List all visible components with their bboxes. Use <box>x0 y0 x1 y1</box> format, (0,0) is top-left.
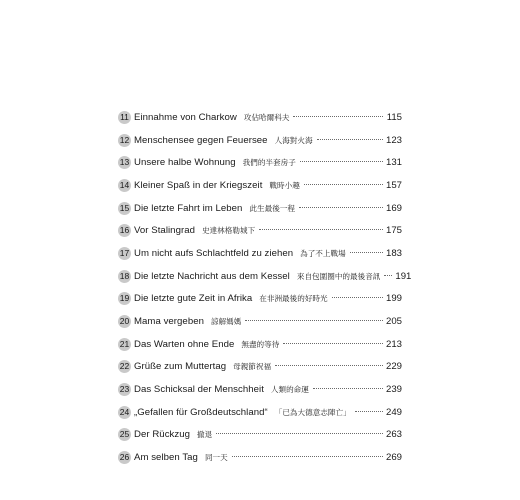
chapter-title-chinese: 人海對火海 <box>274 135 313 145</box>
page-number: 157 <box>385 179 402 191</box>
toc-entry[interactable] <box>118 288 402 311</box>
chapter-title-german: Die letzte Fahrt im Leben <box>134 202 243 214</box>
chapter-number-badge: 24 <box>119 406 130 417</box>
chapter-title-german: Kleiner Spaß in der Kriegszeit <box>134 179 263 191</box>
chapter-title-chinese: 戰時小趣 <box>269 180 300 190</box>
toc-entry[interactable] <box>118 129 402 152</box>
chapter-title-german: Das Warten ohne Ende <box>134 338 235 350</box>
chapter-title-chinese: 同一天 <box>204 453 228 463</box>
toc-entry[interactable] <box>118 356 402 379</box>
page-number: 199 <box>385 293 402 305</box>
chapter-title-german: Die letzte gute Zeit in Afrika <box>134 293 253 305</box>
chapter-number-badge: 26 <box>119 452 130 463</box>
dot-leader <box>245 320 383 321</box>
chapter-title-chinese: 無盡的等待 <box>241 339 280 349</box>
chapter-title-german: Vor Stalingrad <box>134 225 195 237</box>
toc-entry[interactable] <box>118 197 402 220</box>
chapter-number-badge: 16 <box>119 225 130 236</box>
dot-leader <box>317 139 383 140</box>
chapter-title-chinese: 撤退 <box>197 430 213 440</box>
toc-entry[interactable] <box>118 310 402 333</box>
chapter-number-badge: 11 <box>118 111 131 124</box>
dot-leader <box>332 297 383 298</box>
toc-entry[interactable] <box>118 401 402 424</box>
chapter-title-german: Das Schicksal der Menschheit <box>134 384 264 396</box>
dot-leader <box>350 252 383 253</box>
chapter-title-chinese: 我們的半套房子 <box>242 158 296 168</box>
page-number: 183 <box>385 247 402 259</box>
page-number: 229 <box>385 361 402 373</box>
dot-leader <box>283 343 383 344</box>
chapter-number-badge: 15 <box>119 202 130 213</box>
toc-entry[interactable] <box>118 333 402 356</box>
dot-leader <box>300 161 383 162</box>
chapter-title-german: Um nicht aufs Schlachtfeld zu ziehen <box>134 247 294 259</box>
dot-leader <box>299 207 383 208</box>
dot-leader <box>355 411 383 412</box>
page-number: 263 <box>385 429 402 441</box>
page-number: 213 <box>385 338 402 350</box>
chapter-number-badge: 25 <box>119 429 130 440</box>
chapter-number-badge: 17 <box>119 247 130 258</box>
chapter-title-chinese: 此生最後一程 <box>249 203 295 213</box>
dot-leader <box>293 116 383 117</box>
chapter-title-chinese: 母親節祝福 <box>233 362 272 372</box>
toc-entry[interactable] <box>118 106 402 129</box>
toc-entry[interactable] <box>118 151 402 174</box>
chapter-title-chinese: 諒解媽媽 <box>210 317 242 327</box>
dot-leader <box>259 229 383 230</box>
chapter-number-badge: 14 <box>119 179 130 190</box>
chapter-title-chinese: 人類的命運 <box>270 385 309 395</box>
chapter-title-german: Der Rückzug <box>134 429 190 441</box>
chapter-title-german: Menschensee gegen Feuersee <box>134 134 268 146</box>
chapter-number-badge: 18 <box>119 270 130 281</box>
chapter-title-chinese: 「已為大德意志陣亡」 <box>274 407 351 417</box>
page-number: 249 <box>385 406 402 418</box>
dot-leader <box>313 388 383 389</box>
dot-leader <box>384 275 392 276</box>
chapter-title-german: Einnahme von Charkow <box>134 111 237 123</box>
dot-leader <box>232 456 383 457</box>
chapter-title-german: Mama vergeben <box>134 316 204 328</box>
page-number: 205 <box>385 316 402 328</box>
toc-entry[interactable] <box>118 424 402 447</box>
chapter-title-german: „Gefallen für Großdeutschland“ <box>134 406 268 418</box>
page-number: 175 <box>385 225 402 237</box>
toc-entry[interactable] <box>118 242 402 265</box>
page-number: 123 <box>385 134 402 146</box>
chapter-title-chinese: 攻佔哈爾科夫 <box>243 112 290 122</box>
chapter-number-badge: 22 <box>119 361 130 372</box>
page-number: 191 <box>395 270 412 282</box>
chapter-number-badge: 23 <box>119 384 130 395</box>
toc-entry[interactable] <box>118 265 412 288</box>
page-number: 131 <box>385 157 402 169</box>
chapter-number-badge: 13 <box>119 157 130 168</box>
page-number: 269 <box>385 452 402 464</box>
toc-entry[interactable] <box>118 219 402 242</box>
chapter-title-chinese: 來自包圍圈中的最後音訊 <box>296 271 381 281</box>
chapter-number-badge: 12 <box>119 134 130 145</box>
page-number: 169 <box>385 202 402 214</box>
chapter-title-german: Grüße zum Muttertag <box>134 361 227 373</box>
page-number: 115 <box>386 111 402 123</box>
chapter-title-chinese: 在非洲最後的好時光 <box>259 294 328 304</box>
chapter-title-chinese: 為了不上戰場 <box>300 248 346 258</box>
chapter-number-badge: 19 <box>119 293 130 304</box>
chapter-title-german: Am selben Tag <box>134 452 198 464</box>
chapter-number-badge: 20 <box>119 316 130 327</box>
table-of-contents <box>118 106 412 469</box>
dot-leader <box>216 433 383 434</box>
page-number: 239 <box>385 384 402 396</box>
toc-entry[interactable] <box>118 446 402 469</box>
chapter-number-badge: 21 <box>119 338 130 349</box>
dot-leader <box>275 365 383 366</box>
chapter-title-german: Unsere halbe Wohnung <box>134 157 236 169</box>
chapter-title-chinese: 史達林格勒城下 <box>201 226 256 236</box>
dot-leader <box>304 184 383 185</box>
chapter-title-german: Die letzte Nachricht aus dem Kessel <box>134 270 290 282</box>
toc-entry[interactable] <box>118 378 402 401</box>
toc-entry[interactable] <box>118 174 402 197</box>
